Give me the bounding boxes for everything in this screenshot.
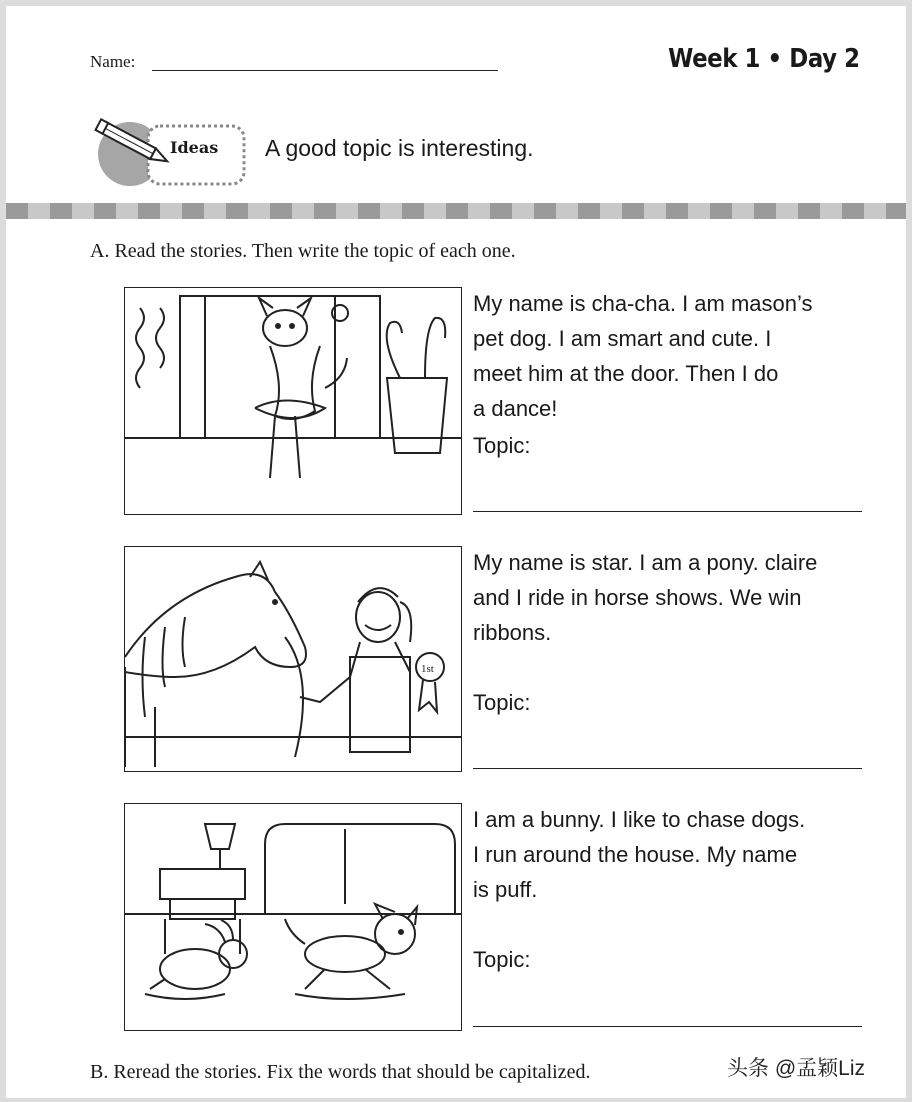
- section-divider: [6, 203, 906, 219]
- story-line: meet him at the door. Then I do: [473, 361, 779, 386]
- story-line: My name is cha-cha. I am mason’s: [473, 291, 813, 316]
- topic-label: Topic:: [473, 690, 531, 715]
- story-3-text: [473, 802, 873, 907]
- story-2-text: [473, 545, 873, 650]
- topic-answer-field-1[interactable]: [473, 511, 862, 512]
- worksheet-page: [6, 6, 906, 1098]
- story-line: My name is star. I am a pony. claire: [473, 550, 818, 575]
- story-line: and I ride in horse shows. We win: [473, 585, 802, 610]
- story-line: ribbons.: [473, 620, 552, 645]
- name-label: Name:: [90, 52, 136, 71]
- watermark: 头条 @孟颖Liz: [727, 1057, 865, 1080]
- skill-label: Ideas: [170, 138, 219, 157]
- section-b-instruction: B. Reread the stories. Fix the words that should be capitalized.: [90, 1061, 591, 1083]
- story-line: I am a bunny. I like to chase dogs.: [473, 807, 806, 832]
- story-line: pet dog. I am smart and cute. I: [473, 326, 772, 351]
- dog-dancing-illustration: [124, 287, 462, 515]
- topic-label: Topic:: [473, 433, 531, 458]
- story-line: I run around the house. My name: [473, 842, 798, 867]
- pony-and-girl-illustration: [124, 546, 462, 772]
- story-line: is puff.: [473, 877, 538, 902]
- topic-answer-field-3[interactable]: [473, 1026, 862, 1027]
- week-day-title: Week 1 • Day 2: [668, 44, 860, 74]
- ribbon-text: 1st: [421, 663, 434, 675]
- story-line: a dance!: [473, 396, 558, 421]
- topic-label: Topic:: [473, 947, 531, 972]
- topic-answer-field-2[interactable]: [473, 768, 862, 769]
- skill-statement: A good topic is interesting.: [265, 135, 534, 161]
- name-field[interactable]: [152, 70, 498, 71]
- section-a-instruction: A. Read the stories. Then write the topic of each one.: [90, 240, 516, 262]
- story-1-text: [473, 286, 873, 426]
- bunny-chasing-dog-illustration: [124, 803, 462, 1031]
